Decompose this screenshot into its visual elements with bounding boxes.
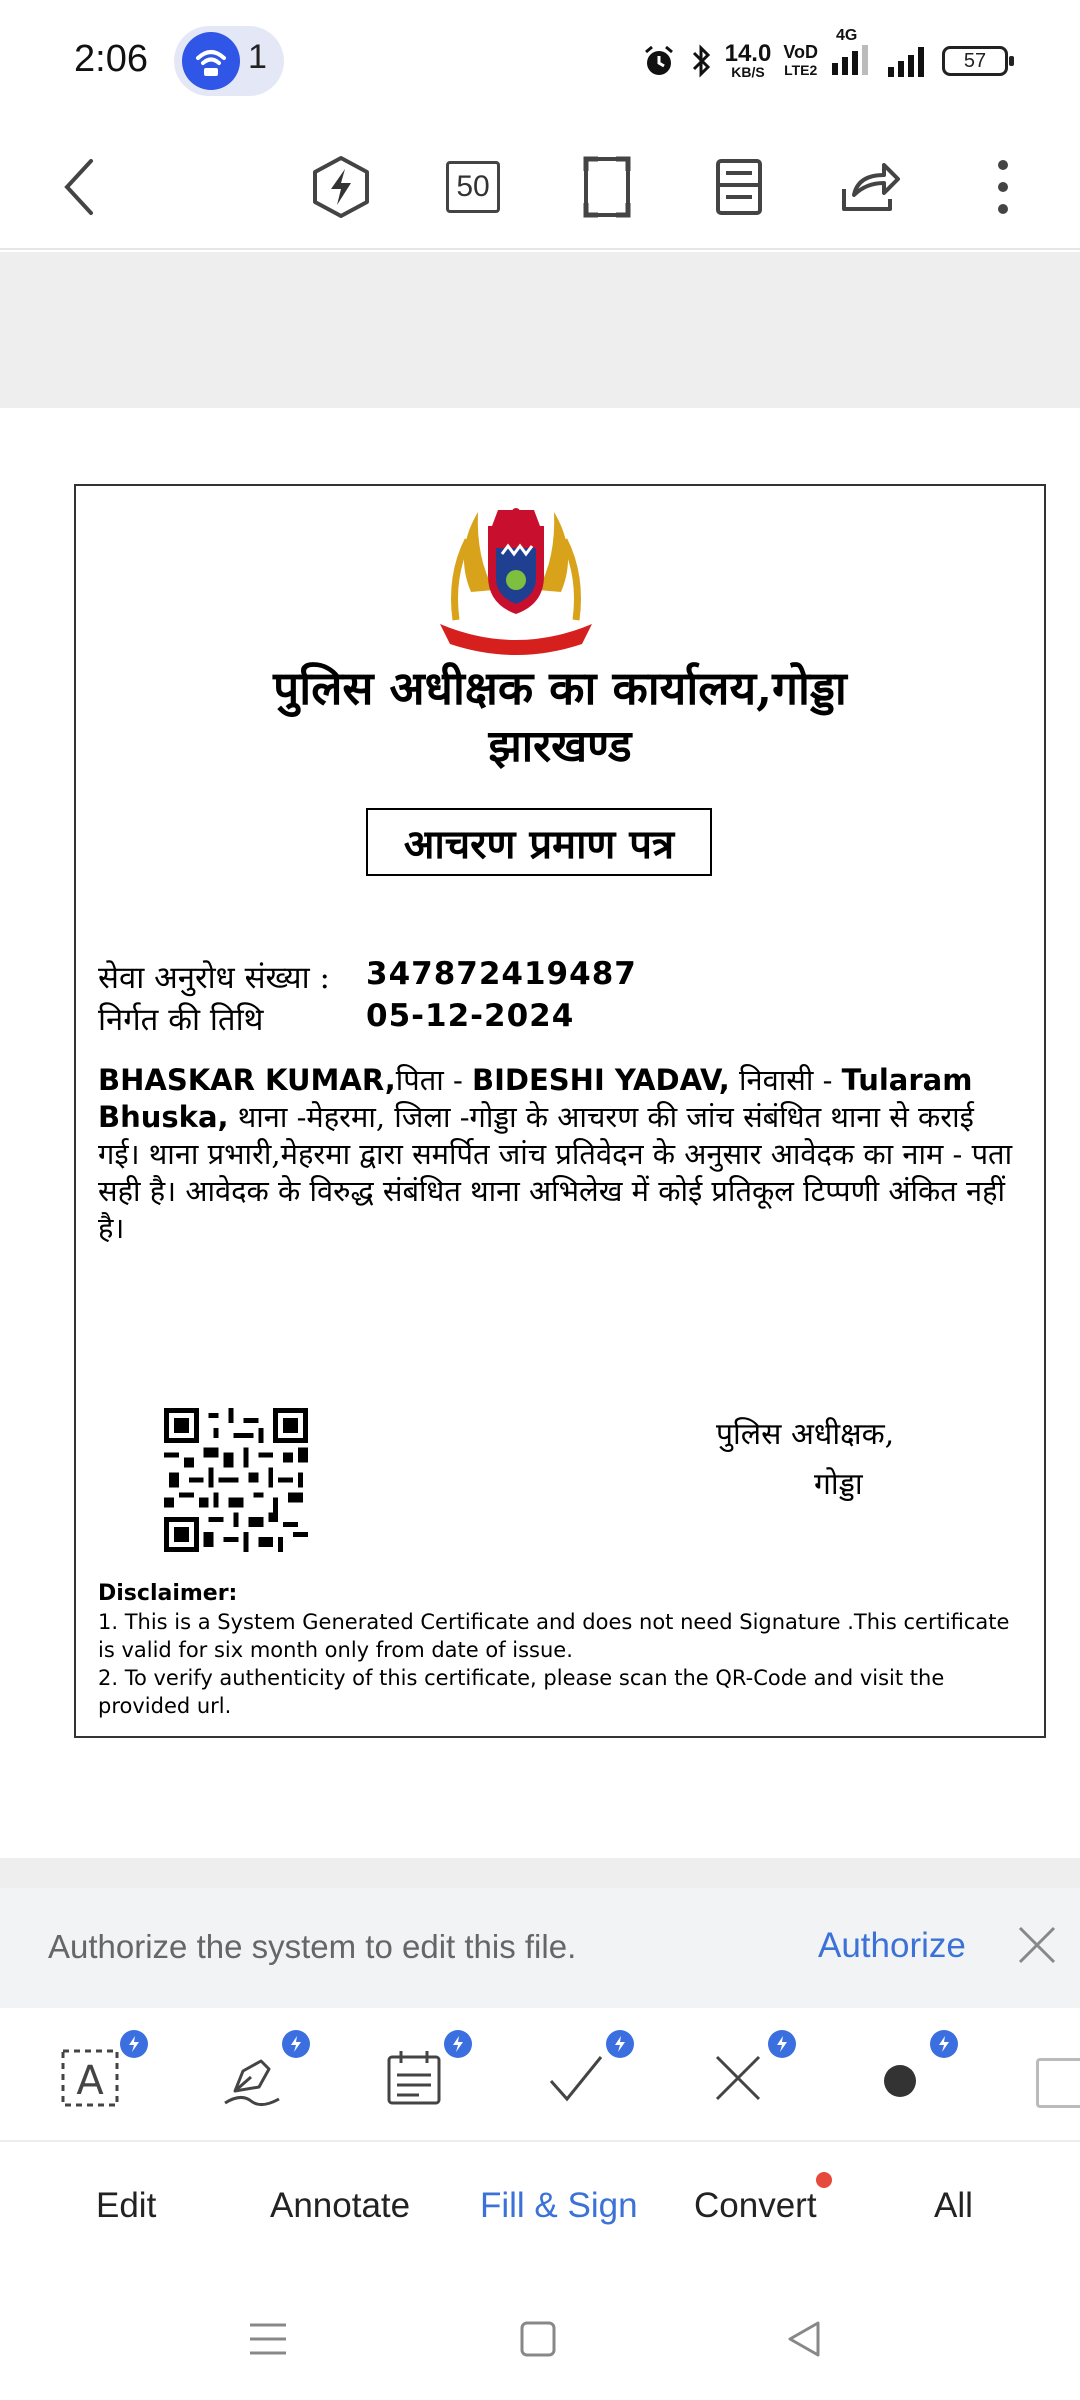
- home-square-icon: [518, 2319, 558, 2359]
- request-number-value: 347872419487: [366, 956, 637, 992]
- tab-all[interactable]: All: [934, 2186, 973, 2225]
- tool-signature[interactable]: [212, 2038, 292, 2118]
- signal-4g-icon: 4G: [830, 41, 874, 81]
- disclaimer-heading: Disclaimer:: [98, 1581, 238, 1606]
- dot-icon: [869, 2047, 931, 2109]
- premium-badge-icon: [606, 2030, 634, 2058]
- character-certificate: [74, 484, 1046, 1738]
- back-button[interactable]: [34, 142, 124, 232]
- svg-text:A: A: [76, 2058, 104, 2104]
- certificate-title: आचरण प्रमाण पत्र: [366, 808, 712, 876]
- village-name: Tularam Bhuska,: [98, 1063, 973, 1134]
- hotspot-icon: [182, 32, 240, 90]
- nav-home-button[interactable]: [508, 2312, 568, 2366]
- tool-more-partial[interactable]: [1036, 2058, 1080, 2108]
- share-icon: [840, 159, 902, 215]
- lightning-hexagon-icon: [311, 155, 371, 219]
- issue-date-label: निर्गत की तिथि: [98, 1002, 264, 1038]
- office-state: झारखण्ड: [488, 721, 632, 772]
- status-icons: [641, 27, 1008, 86]
- request-number-label: सेवा अनुरोध संख्या :: [98, 960, 330, 996]
- premium-badge-icon: [282, 2030, 310, 2058]
- share-button[interactable]: [826, 142, 916, 232]
- tool-checkmark[interactable]: [536, 2038, 616, 2118]
- system-nav-bar: [0, 2272, 1080, 2400]
- hotspot-indicator[interactable]: [174, 26, 284, 96]
- tool-text-box[interactable]: [50, 2038, 130, 2118]
- hotspot-count: 1: [248, 38, 267, 76]
- applicant-name: BHASKAR KUMAR,: [98, 1063, 396, 1097]
- zoom-level-button[interactable]: [428, 142, 518, 232]
- more-vertical-icon: [993, 157, 1013, 217]
- father-name: BIDESHI YADAV,: [472, 1063, 730, 1097]
- date-icon: [383, 2047, 445, 2109]
- tab-convert[interactable]: Convert: [694, 2186, 817, 2225]
- authorize-banner: [0, 1888, 1080, 2008]
- nav-back-button[interactable]: [774, 2312, 834, 2366]
- alarm-icon: [641, 43, 677, 79]
- disclaimer-point-1: 1. This is a System Generated Certificate and does not need Signature .This certificate is valid for six month only from date of issue.: [98, 1610, 1010, 1662]
- menu-icon: [247, 2319, 289, 2359]
- tab-annotate[interactable]: Annotate: [270, 2186, 411, 2225]
- status-time: 2:06: [74, 38, 148, 80]
- disclaimer-point-2: 2. To verify authenticity of this certificate, please scan the QR-Code and visit the provided url.: [98, 1666, 945, 1718]
- more-button[interactable]: [958, 142, 1048, 232]
- police-emblem-logo: [366, 496, 666, 664]
- authorize-button[interactable]: Authorize: [818, 1926, 966, 1965]
- fullscreen-button[interactable]: [562, 142, 652, 232]
- qr-code: [164, 1408, 308, 1552]
- net-speed: 14.0 KB/S: [724, 40, 772, 80]
- tab-fill-sign[interactable]: Fill & Sign: [480, 2186, 638, 2225]
- volte-indicator: VoD LTE2: [783, 42, 818, 78]
- body-text: थाना -मेहरमा, जिला -गोड्डा के आचरण की जांच संबंधित थाना से कराई गई। थाना प्रभारी,मेहरमा द्वारा समर्पित जांच प्रतिवेदन के अनुसार आवेदक का नाम - पता सही है। आवेदक के विरुद्ध संबंधित थाना अभिलेख में कोई प्रतिकूल टिप्पणी अंकित नहीं है।: [98, 1100, 1013, 1245]
- fill-sign-tools: [0, 2008, 1080, 2142]
- premium-badge-icon: [768, 2030, 796, 2058]
- nav-menu-button[interactable]: [238, 2312, 298, 2366]
- close-icon[interactable]: [1014, 1922, 1060, 1968]
- tool-dot[interactable]: [860, 2038, 940, 2118]
- tool-date[interactable]: [374, 2038, 454, 2118]
- father-label: पिता -: [395, 1063, 473, 1097]
- premium-badge-icon: [120, 2030, 148, 2058]
- notification-dot: [816, 2172, 832, 2188]
- premium-badge-icon: [444, 2030, 472, 2058]
- authorize-message: Authorize the system to edit this file.: [48, 1928, 577, 1965]
- status-bar: [0, 0, 1080, 120]
- fullscreen-icon: [582, 155, 632, 219]
- bluetooth-icon: [689, 43, 713, 79]
- battery-icon: 57: [942, 46, 1008, 76]
- signal-icon: [886, 43, 930, 79]
- disclaimer: [98, 1580, 1018, 1720]
- signatory-place: गोड्डा: [814, 1467, 863, 1502]
- document-gutter-top: [0, 252, 1080, 408]
- text-box-icon: [59, 2047, 121, 2109]
- signatory: [716, 1410, 976, 1510]
- tool-cross[interactable]: [698, 2038, 778, 2118]
- cross-icon: [707, 2047, 769, 2109]
- tab-edit[interactable]: Edit: [96, 2186, 157, 2225]
- issue-date-value: 05-12-2024: [366, 998, 575, 1034]
- signature-pen-icon: [221, 2047, 283, 2109]
- reading-mode-icon: [714, 157, 764, 217]
- document-gutter-bottom: [0, 1858, 1080, 1888]
- resident-label: निवासी -: [729, 1063, 833, 1097]
- bottom-tabs: [0, 2142, 1080, 2272]
- pdf-toolbar: [0, 120, 1080, 250]
- signatory-title: पुलिस अधीक्षक,: [716, 1417, 895, 1452]
- issue-date-row: [98, 998, 574, 1040]
- back-arrow-icon: [59, 157, 99, 217]
- premium-button[interactable]: [296, 142, 386, 232]
- checkmark-icon: [545, 2047, 607, 2109]
- back-triangle-icon: [784, 2319, 824, 2359]
- office-title: पुलिस अधीक्षक का कार्यालय,गोड्डा: [273, 661, 847, 715]
- premium-badge-icon: [930, 2030, 958, 2058]
- certificate-body: [98, 1062, 1018, 1247]
- zoom-level-icon: 50: [446, 161, 500, 213]
- request-number-row: [98, 956, 637, 998]
- reading-mode-button[interactable]: [694, 142, 784, 232]
